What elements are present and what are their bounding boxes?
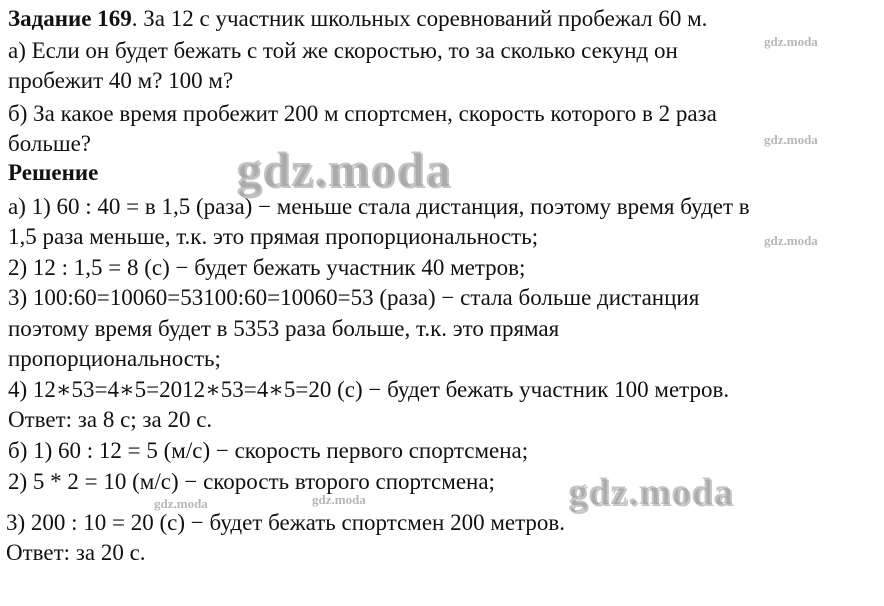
watermark-small: gdz.moda [764, 233, 818, 248]
task-label: Задание 169 [8, 6, 132, 31]
solution-line: а) 1) 60 : 40 = в 1,5 (раза) − меньше стала дистанция, поэтому время будет в [8, 194, 750, 219]
solution-answer: Ответ: за 8 с; за 20 с. [8, 407, 213, 432]
task-line-2: а) Если он будет бежать с той же скоростью, то за сколько секунд он [8, 38, 678, 63]
solution-line: б) 1) 60 : 12 = 5 (м/с) − скорость первого спортсмена; [8, 438, 529, 463]
watermark-small: gdz.moda [312, 492, 366, 507]
solution-answer: Ответ: за 20 с. [6, 540, 146, 565]
solution-line: 3) 200 : 10 = 20 (с) − будет бежать спортсмен 200 метров. [6, 510, 566, 535]
solution-line: 1,5 раза меньше, т.к. это прямая пропорциональность; [8, 224, 539, 249]
watermark-large: gdz.moda [568, 471, 734, 513]
solution-line: пропорциональность; [8, 346, 221, 371]
watermark-small: gdz.moda [764, 132, 818, 147]
task-line-1 [8, 4, 707, 33]
solution-line: 3) 100:60=10060=53100:60=10060=53 (раза) − стала больше дистанция [8, 285, 700, 310]
solution-line: 2) 5 * 2 = 10 (м/с) − скорость второго спортсмена; [8, 469, 495, 494]
solution-line: 4) 12∗53=4∗5=2012∗53=4∗5=20 (с) − будет бежать участник 100 метров. [8, 377, 730, 402]
task-line-5: больше? [8, 131, 91, 156]
solution-line: поэтому время будет в 5353 раза больше, т.к. это прямая [8, 316, 560, 341]
solution-line: 2) 12 : 1,5 = 8 (с) − будет бежать участник 40 метров; [8, 255, 526, 280]
task-line-3: пробежит 40 м? 100 м? [8, 68, 234, 93]
watermark-small: gdz.moda [154, 496, 208, 511]
watermark-large: gdz.moda [236, 141, 451, 197]
solution-heading: Решение [8, 160, 99, 185]
task-line-4: б) За какое время пробежит 200 м спортсмен, скорость которого в 2 раза [8, 101, 717, 126]
task-line-1-text: . За 12 с участник школьных соревнований пробежал 60 м. [131, 6, 708, 31]
watermark-small: gdz.moda [764, 34, 818, 49]
